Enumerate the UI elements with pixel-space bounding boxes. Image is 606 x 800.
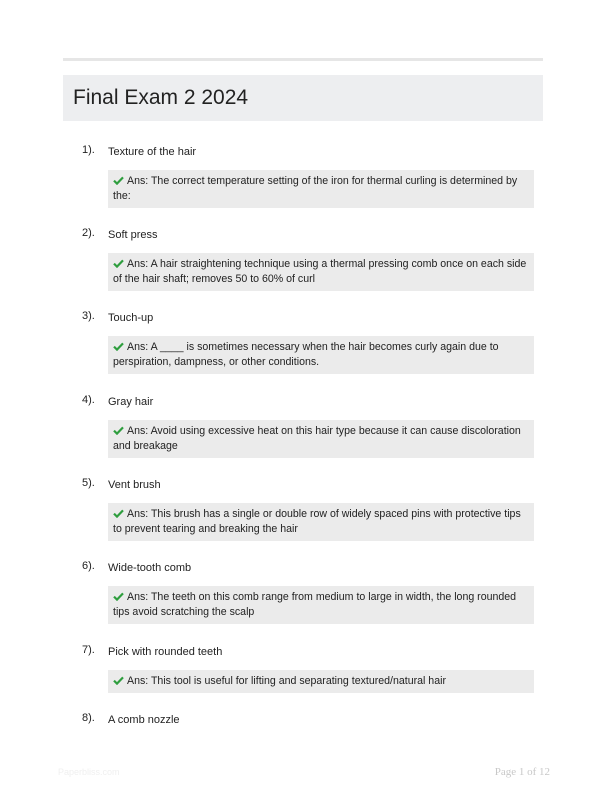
page-title: Final Exam 2 2024 — [73, 86, 249, 109]
question-term: Vent brush — [108, 479, 161, 491]
question-number: 5). — [82, 477, 95, 489]
question-term: Gray hair — [108, 396, 154, 408]
answer-text: The teeth on this comb range from medium to large in width, the long rounded tips avoid scratching the scalp — [113, 591, 517, 618]
footer-watermark: Paperbliss.com — [58, 767, 120, 777]
question-term: Pick with rounded teeth — [108, 646, 223, 658]
question-term: A comb nozzle — [108, 714, 180, 726]
question-number: 3). — [82, 310, 95, 322]
answer-text: A hair straightening technique using a thermal pressing comb once on each side of the hair shaft; removes 50 to 60% of curl — [113, 258, 527, 285]
answer-box — [108, 170, 534, 208]
answer-text: The correct temperature setting of the iron for thermal curling is determined by the: — [113, 175, 518, 202]
answer-box — [108, 670, 534, 693]
answer-prefix: Ans: — [127, 175, 151, 187]
question-term: Wide-tooth comb — [108, 562, 192, 574]
question-number: 6). — [82, 560, 95, 572]
check-icon — [113, 426, 124, 435]
answer-text: This tool is useful for lifting and separating textured/natural hair — [150, 675, 446, 687]
answer-prefix: Ans: — [127, 425, 151, 437]
answer-prefix: Ans: — [127, 675, 151, 687]
answer-box — [108, 586, 534, 624]
answer-prefix: Ans: — [127, 258, 151, 270]
question-number: 8). — [82, 712, 95, 724]
top-divider — [63, 58, 543, 61]
answer-prefix: Ans: — [127, 341, 151, 353]
answer-text: This brush has a single or double row of widely spaced pins with protective tips to prevent tearing and breaking the hair — [113, 508, 521, 535]
check-icon — [113, 592, 124, 601]
check-icon — [113, 176, 124, 185]
answer-box — [108, 253, 534, 291]
answer-text: Avoid using excessive heat on this hair type because it can cause discoloration and breakage — [113, 425, 521, 452]
question-number: 7). — [82, 644, 95, 656]
check-icon — [113, 259, 124, 268]
answer-box — [108, 503, 534, 541]
page-number: Page 1 of 12 — [494, 766, 550, 778]
answer-prefix: Ans: — [127, 591, 151, 603]
title-bar — [63, 75, 543, 121]
question-term: Touch-up — [108, 312, 154, 324]
question-number: 1). — [82, 144, 95, 156]
question-term: Texture of the hair — [108, 146, 197, 158]
answer-box — [108, 336, 534, 374]
question-term: Soft press — [108, 229, 158, 241]
check-icon — [113, 676, 124, 685]
answer-prefix: Ans: — [127, 508, 151, 520]
answer-box — [108, 420, 534, 458]
answer-text: A ____ is sometimes necessary when the hair becomes curly again due to perspiration, dampness, or other conditions. — [113, 341, 499, 368]
question-number: 2). — [82, 227, 95, 239]
check-icon — [113, 342, 124, 351]
check-icon — [113, 509, 124, 518]
question-number: 4). — [82, 394, 95, 406]
